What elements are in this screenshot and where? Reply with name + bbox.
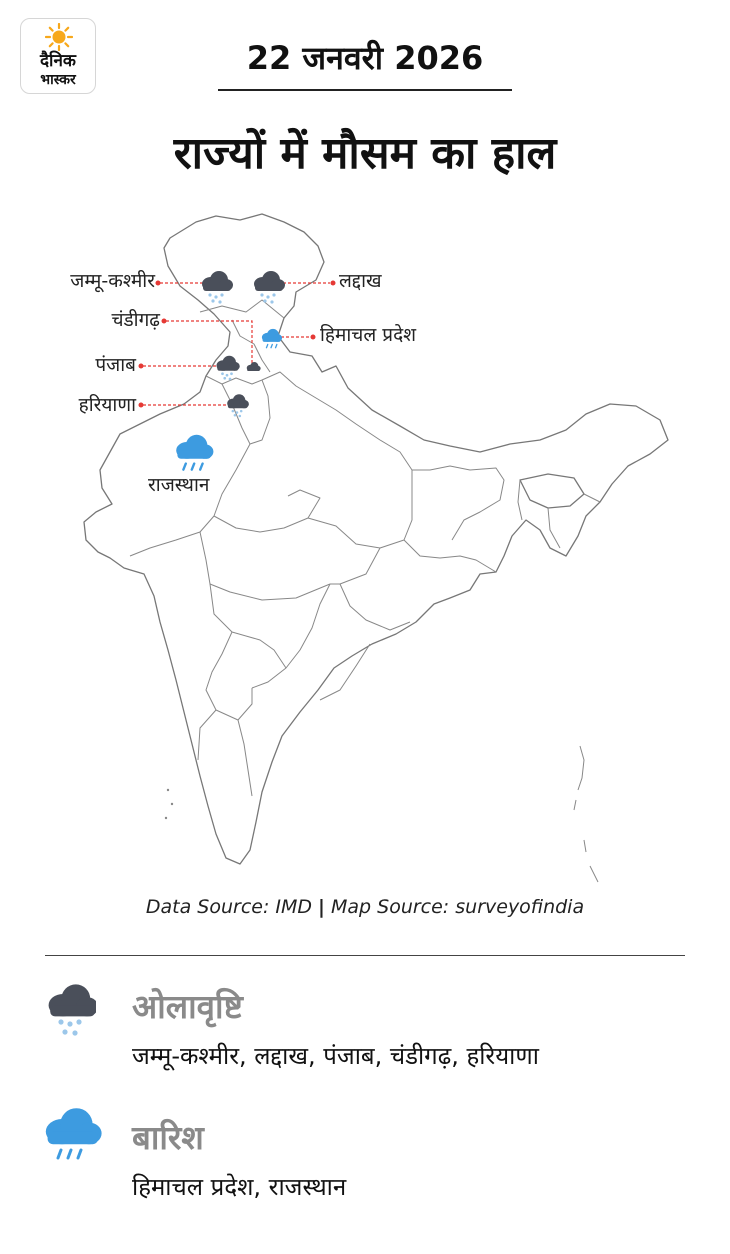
label-jammu-kashmir: जम्मू-कश्मीर: [70, 270, 155, 292]
label-chandigarh: चंडीगढ़: [111, 309, 160, 331]
logo-text-line1: दैनिक: [40, 51, 76, 71]
data-source: Data Source: IMD: [145, 896, 313, 918]
india-outline: [84, 214, 668, 864]
label-ladakh: लद्दाख: [339, 270, 382, 292]
label-punjab: पंजाब: [95, 354, 136, 376]
label-haryana: हरियाणा: [78, 394, 136, 416]
source-separator: |: [318, 896, 325, 918]
legend-states-rain: हिमाचल प्रदेश, राजस्थान: [132, 1173, 347, 1201]
legend-title-hail: ओलावृष्टि: [132, 987, 243, 1026]
legend-states-hail: जम्मू-कश्मीर, लद्दाख, पंजाब, चंडीगढ़, हरियाणा: [132, 1042, 539, 1070]
rain-cloud-icon: [44, 1108, 102, 1164]
date-underline: [218, 89, 512, 91]
andaman-islands: [574, 746, 598, 882]
label-rajasthan: राजस्थान: [148, 474, 210, 496]
legend-title-rain: बारिश: [132, 1118, 204, 1157]
dainik-bhaskar-logo: [20, 18, 96, 94]
logo-text-line2: भास्कर: [40, 72, 76, 88]
sun-icon: [45, 23, 73, 51]
date-heading: 22 जनवरी 2026: [246, 39, 484, 77]
india-map: [0, 200, 730, 900]
map-source: Map Source: surveyofindia: [331, 896, 585, 918]
hail-cloud-icon: [46, 982, 96, 1038]
label-himachal-pradesh: हिमाचल प्रदेश: [320, 324, 417, 346]
source-credit: [0, 893, 730, 921]
lakshadweep-islands: [165, 789, 173, 819]
page-title: राज्यों में मौसम का हाल: [173, 128, 557, 179]
divider: [45, 955, 685, 956]
